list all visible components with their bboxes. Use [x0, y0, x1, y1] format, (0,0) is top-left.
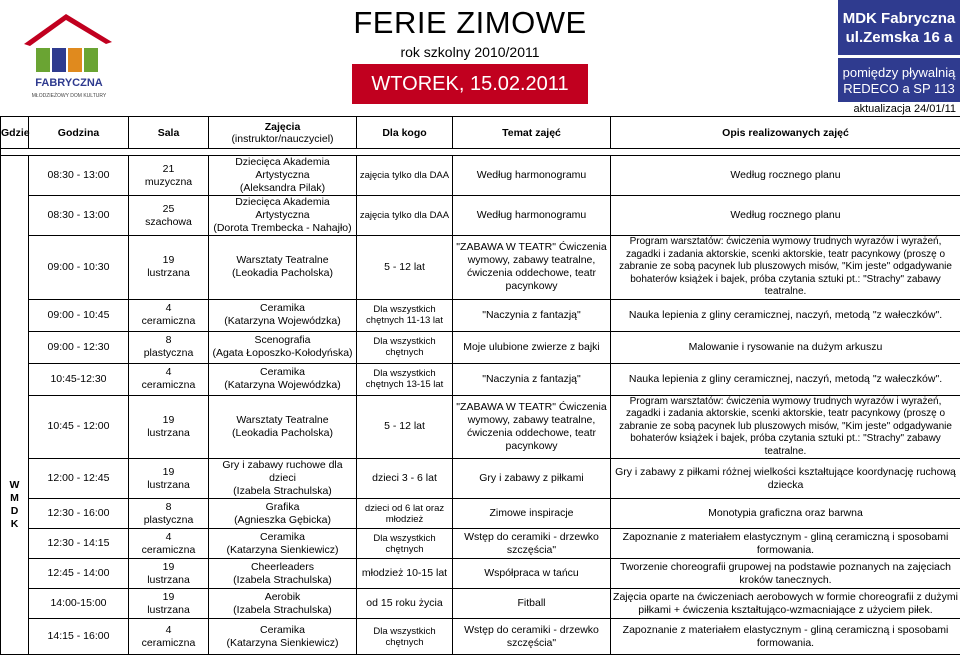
room-number: 4: [131, 624, 206, 637]
room-name: szachowa: [131, 216, 206, 229]
table-row: [1, 619, 960, 655]
topic-cell: "ZABAWA W TEATR" Ćwiczenia wymowy, zabawy teatralne, ćwiczenia oddechowe, teatr pacynkowy: [453, 395, 611, 459]
activity-cell: [209, 236, 357, 300]
description-cell: Według rocznego planu: [611, 196, 960, 236]
room-cell: [129, 395, 209, 459]
location-line-1: pomiędzy pływalnią: [838, 65, 960, 81]
time-cell: 10:45-12:30: [29, 363, 129, 395]
audience-cell: Dla wszystkich chętnych: [357, 331, 453, 363]
audience-cell: Dla wszystkich chętnych 13-15 lat: [357, 363, 453, 395]
room-cell: [129, 363, 209, 395]
separator-row: [1, 149, 960, 156]
description-cell: Monotypia graficzna oraz barwna: [611, 499, 960, 529]
update-date: aktualizacja 24/01/11: [853, 103, 956, 115]
instructor-name: (Katarzyna Wojewódzka): [211, 315, 354, 328]
room-name: lustrzana: [131, 604, 206, 617]
time-cell: 14:00-15:00: [29, 589, 129, 619]
time-cell: 12:45 - 14:00: [29, 559, 129, 589]
room-name: lustrzana: [131, 574, 206, 587]
table-row: [1, 363, 960, 395]
audience-cell: 5 - 12 lat: [357, 395, 453, 459]
audience-cell: zajęcia tylko dla DAA: [357, 196, 453, 236]
instructor-name: (Katarzyna Wojewódzka): [211, 379, 354, 392]
room-cell: [129, 331, 209, 363]
description-cell: Zapoznanie z materiałem elastycznym - gliną ceramiczną i sposobami formowania.: [611, 619, 960, 655]
room-number: 4: [131, 366, 206, 379]
topic-cell: Moje ulubione zwierze z bajki: [453, 331, 611, 363]
topic-cell: "ZABAWA W TEATR" Ćwiczenia wymowy, zabawy teatralne, ćwiczenia oddechowe, teatr pacynkowy: [453, 236, 611, 300]
mdk-logo: [14, 8, 124, 108]
audience-cell: zajęcia tylko dla DAA: [357, 156, 453, 196]
description-cell: Program warsztatów: ćwiczenia wymowy trudnych wyrazów i wyrażeń, zagadki i zadania aktorskie, scenki aktorskie, teatr pacynkowy (proszę o zabranie ze sobą pacynek lub pluszowych misów, "Kim jeste" odgadywanie bohaterów książek i bajek, próba czytania sztuki pt.: "Strachy" zabawy teatralne.: [611, 236, 960, 300]
topic-cell: Wstęp do ceramiki - drzewko szczęścia": [453, 529, 611, 559]
activity-cell: [209, 156, 357, 196]
col-topic: Temat zajęć: [453, 117, 611, 149]
description-cell: Tworzenie choreografii grupowej na podstawie poznanych na zajęciach kroków tanecznych.: [611, 559, 960, 589]
table-row: [1, 299, 960, 331]
room-number: 19: [131, 591, 206, 604]
activity-name: Warsztaty Teatralne: [211, 254, 354, 267]
table-row: [1, 589, 960, 619]
time-cell: 09:00 - 12:30: [29, 331, 129, 363]
side-letter: W: [3, 479, 26, 492]
instructor-name: (Dorota Trembecka - Nahajło): [211, 222, 354, 235]
activity-cell: [209, 499, 357, 529]
room-name: ceramiczna: [131, 544, 206, 557]
time-cell: 14:15 - 16:00: [29, 619, 129, 655]
time-cell: 12:30 - 14:15: [29, 529, 129, 559]
description-cell: Malowanie i rysowanie na dużym arkuszu: [611, 331, 960, 363]
room-name: plastyczna: [131, 347, 206, 360]
activity-name: Warsztaty Teatralne: [211, 414, 354, 427]
room-number: 21: [131, 163, 206, 176]
room-cell: [129, 236, 209, 300]
col-activity-sub: (instruktor/nauczyciel): [209, 133, 356, 145]
activity-cell: [209, 331, 357, 363]
org-address: ul.Zemska 16 a: [838, 28, 960, 47]
org-box: [838, 0, 960, 55]
description-cell: Gry i zabawy z piłkami różnej wielkości kształtujące koordynację ruchową dziecka: [611, 459, 960, 499]
room-number: 4: [131, 531, 206, 544]
col-activity-label: Zajęcia: [209, 121, 356, 133]
org-name: MDK Fabryczna: [838, 9, 960, 28]
activity-name: Dziecięca Akademia Artystyczna: [211, 196, 354, 222]
table-header: [1, 117, 960, 149]
room-name: ceramiczna: [131, 637, 206, 650]
instructor-name: (Leokadia Pacholska): [211, 427, 354, 440]
table-row: [1, 156, 960, 196]
topic-cell: Fitball: [453, 589, 611, 619]
col-audience: Dla kogo: [357, 117, 453, 149]
side-letter: D: [3, 505, 26, 518]
audience-cell: dzieci 3 - 6 lat: [357, 459, 453, 499]
description-cell: Zapoznanie z materiałem elastycznym - gliną ceramiczną i sposobami formowania.: [611, 529, 960, 559]
audience-cell: 5 - 12 lat: [357, 236, 453, 300]
table-row: [1, 236, 960, 300]
activity-name: Scenografia: [211, 334, 354, 347]
time-cell: 08:30 - 13:00: [29, 156, 129, 196]
room-cell: [129, 299, 209, 331]
table-row: [1, 559, 960, 589]
location-line-2: REDECO a SP 113: [838, 81, 960, 97]
description-cell: Według rocznego planu: [611, 156, 960, 196]
side-letter: K: [3, 518, 26, 531]
topic-cell: Według harmonogramu: [453, 196, 611, 236]
col-room: Sala: [129, 117, 209, 149]
instructor-name: (Agata Łoposzko-Kołodyńska): [211, 347, 354, 360]
room-cell: [129, 559, 209, 589]
room-cell: [129, 619, 209, 655]
audience-cell: dzieci od 6 lat oraz młodzież: [357, 499, 453, 529]
instructor-name: (Aleksandra Pilak): [211, 182, 354, 195]
topic-cell: Współpraca w tańcu: [453, 559, 611, 589]
activity-name: Gry i zabawy ruchowe dla dzieci: [211, 459, 354, 485]
instructor-name: (Agnieszka Gębicka): [211, 514, 354, 527]
room-number: 4: [131, 302, 206, 315]
room-name: lustrzana: [131, 427, 206, 440]
topic-cell: Według harmonogramu: [453, 156, 611, 196]
activity-cell: [209, 559, 357, 589]
instructor-name: (Leokadia Pacholska): [211, 267, 354, 280]
time-cell: 09:00 - 10:30: [29, 236, 129, 300]
instructor-name: (Izabela Strachulska): [211, 604, 354, 617]
audience-cell: młodzież 10-15 lat: [357, 559, 453, 589]
activity-cell: [209, 196, 357, 236]
page-title: FERIE ZIMOWE: [350, 4, 590, 42]
room-name: ceramiczna: [131, 315, 206, 328]
activity-name: Ceramika: [211, 302, 354, 315]
table-row: [1, 196, 960, 236]
activity-name: Ceramika: [211, 531, 354, 544]
description-cell: Nauka lepienia z gliny ceramicznej, naczyń, metodą "z wałeczków".: [611, 363, 960, 395]
room-cell: [129, 529, 209, 559]
col-where: Gdzie: [1, 117, 29, 149]
audience-cell: od 15 roku życia: [357, 589, 453, 619]
time-cell: 08:30 - 13:00: [29, 196, 129, 236]
room-number: 19: [131, 466, 206, 479]
room-number: 19: [131, 254, 206, 267]
instructor-name: (Izabela Strachulska): [211, 574, 354, 587]
time-cell: 12:00 - 12:45: [29, 459, 129, 499]
activity-name: Ceramika: [211, 366, 354, 379]
description-cell: Zajęcia oparte na ćwiczeniach aerobowych w formie choreografii z dużymi piłkami + ćwiczenia kształtująco-wzmacniające z użyciem piłek.: [611, 589, 960, 619]
col-description: Opis realizowanych zajęć: [611, 117, 960, 149]
title-block: [350, 0, 590, 60]
instructor-name: (Katarzyna Sienkiewicz): [211, 637, 354, 650]
audience-cell: Dla wszystkich chętnych 11-13 lat: [357, 299, 453, 331]
time-cell: 10:45 - 12:00: [29, 395, 129, 459]
room-cell: [129, 499, 209, 529]
table-row: [1, 529, 960, 559]
time-cell: 12:30 - 16:00: [29, 499, 129, 529]
description-cell: Nauka lepienia z gliny ceramicznej, naczyń, metodą "z wałeczków".: [611, 299, 960, 331]
room-number: 8: [131, 334, 206, 347]
side-label-cell: [1, 156, 29, 655]
col-activity: [209, 117, 357, 149]
activity-cell: [209, 619, 357, 655]
activity-cell: [209, 363, 357, 395]
audience-cell: Dla wszystkich chętnych: [357, 529, 453, 559]
room-name: lustrzana: [131, 267, 206, 280]
room-name: muzyczna: [131, 176, 206, 189]
activity-name: Ceramika: [211, 624, 354, 637]
topic-cell: "Naczynia z fantazją": [453, 363, 611, 395]
side-label: [3, 279, 26, 531]
room-cell: [129, 156, 209, 196]
room-name: plastyczna: [131, 514, 206, 527]
table-row: [1, 459, 960, 499]
description-cell: Program warsztatów: ćwiczenia wymowy trudnych wyrazów i wyrażeń, zagadki i zadania aktorskie, scenki aktorskie, teatr pacynkowy (proszę o zabranie ze sobą pacynek lub pluszowych misów, "Kim jeste" odgadywanie bohaterów książek i bajek, próba czytania sztuki pt.: "Strachy" zabawy teatralne.: [611, 395, 960, 459]
room-cell: [129, 196, 209, 236]
col-time: Godzina: [29, 117, 129, 149]
schedule-table: [0, 116, 960, 655]
school-year: rok szkolny 2010/2011: [350, 44, 590, 60]
room-cell: [129, 589, 209, 619]
audience-cell: Dla wszystkich chętnych: [357, 619, 453, 655]
activity-name: Aerobik: [211, 591, 354, 604]
room-number: 19: [131, 414, 206, 427]
header: [0, 0, 960, 118]
activity-name: Cheerleaders: [211, 561, 354, 574]
separator-cell: [1, 149, 960, 156]
side-letter: M: [3, 492, 26, 505]
time-cell: 09:00 - 10:45: [29, 299, 129, 331]
table-row: [1, 331, 960, 363]
room-name: ceramiczna: [131, 379, 206, 392]
activity-name: Grafika: [211, 501, 354, 514]
activity-cell: [209, 395, 357, 459]
logo-text: FABRYCZNA: [35, 77, 102, 89]
table-row: [1, 499, 960, 529]
topic-cell: "Naczynia z fantazją": [453, 299, 611, 331]
instructor-name: (Katarzyna Sienkiewicz): [211, 544, 354, 557]
activity-cell: [209, 299, 357, 331]
activity-name: Dziecięca Akademia Artystyczna: [211, 156, 354, 182]
table-row: [1, 395, 960, 459]
room-cell: [129, 459, 209, 499]
activity-cell: [209, 459, 357, 499]
room-number: 8: [131, 501, 206, 514]
room-number: 25: [131, 203, 206, 216]
room-number: 19: [131, 561, 206, 574]
location-box: [838, 58, 960, 102]
day-banner: WTOREK, 15.02.2011: [352, 64, 588, 104]
topic-cell: Zimowe inspiracje: [453, 499, 611, 529]
topic-cell: Wstęp do ceramiki - drzewko szczęścia": [453, 619, 611, 655]
room-name: lustrzana: [131, 479, 206, 492]
logo-subtext: MŁODZIEŻOWY DOM KULTURY: [32, 92, 107, 99]
activity-cell: [209, 589, 357, 619]
activity-cell: [209, 529, 357, 559]
instructor-name: (Izabela Strachulska): [211, 485, 354, 498]
topic-cell: Gry i zabawy z piłkami: [453, 459, 611, 499]
